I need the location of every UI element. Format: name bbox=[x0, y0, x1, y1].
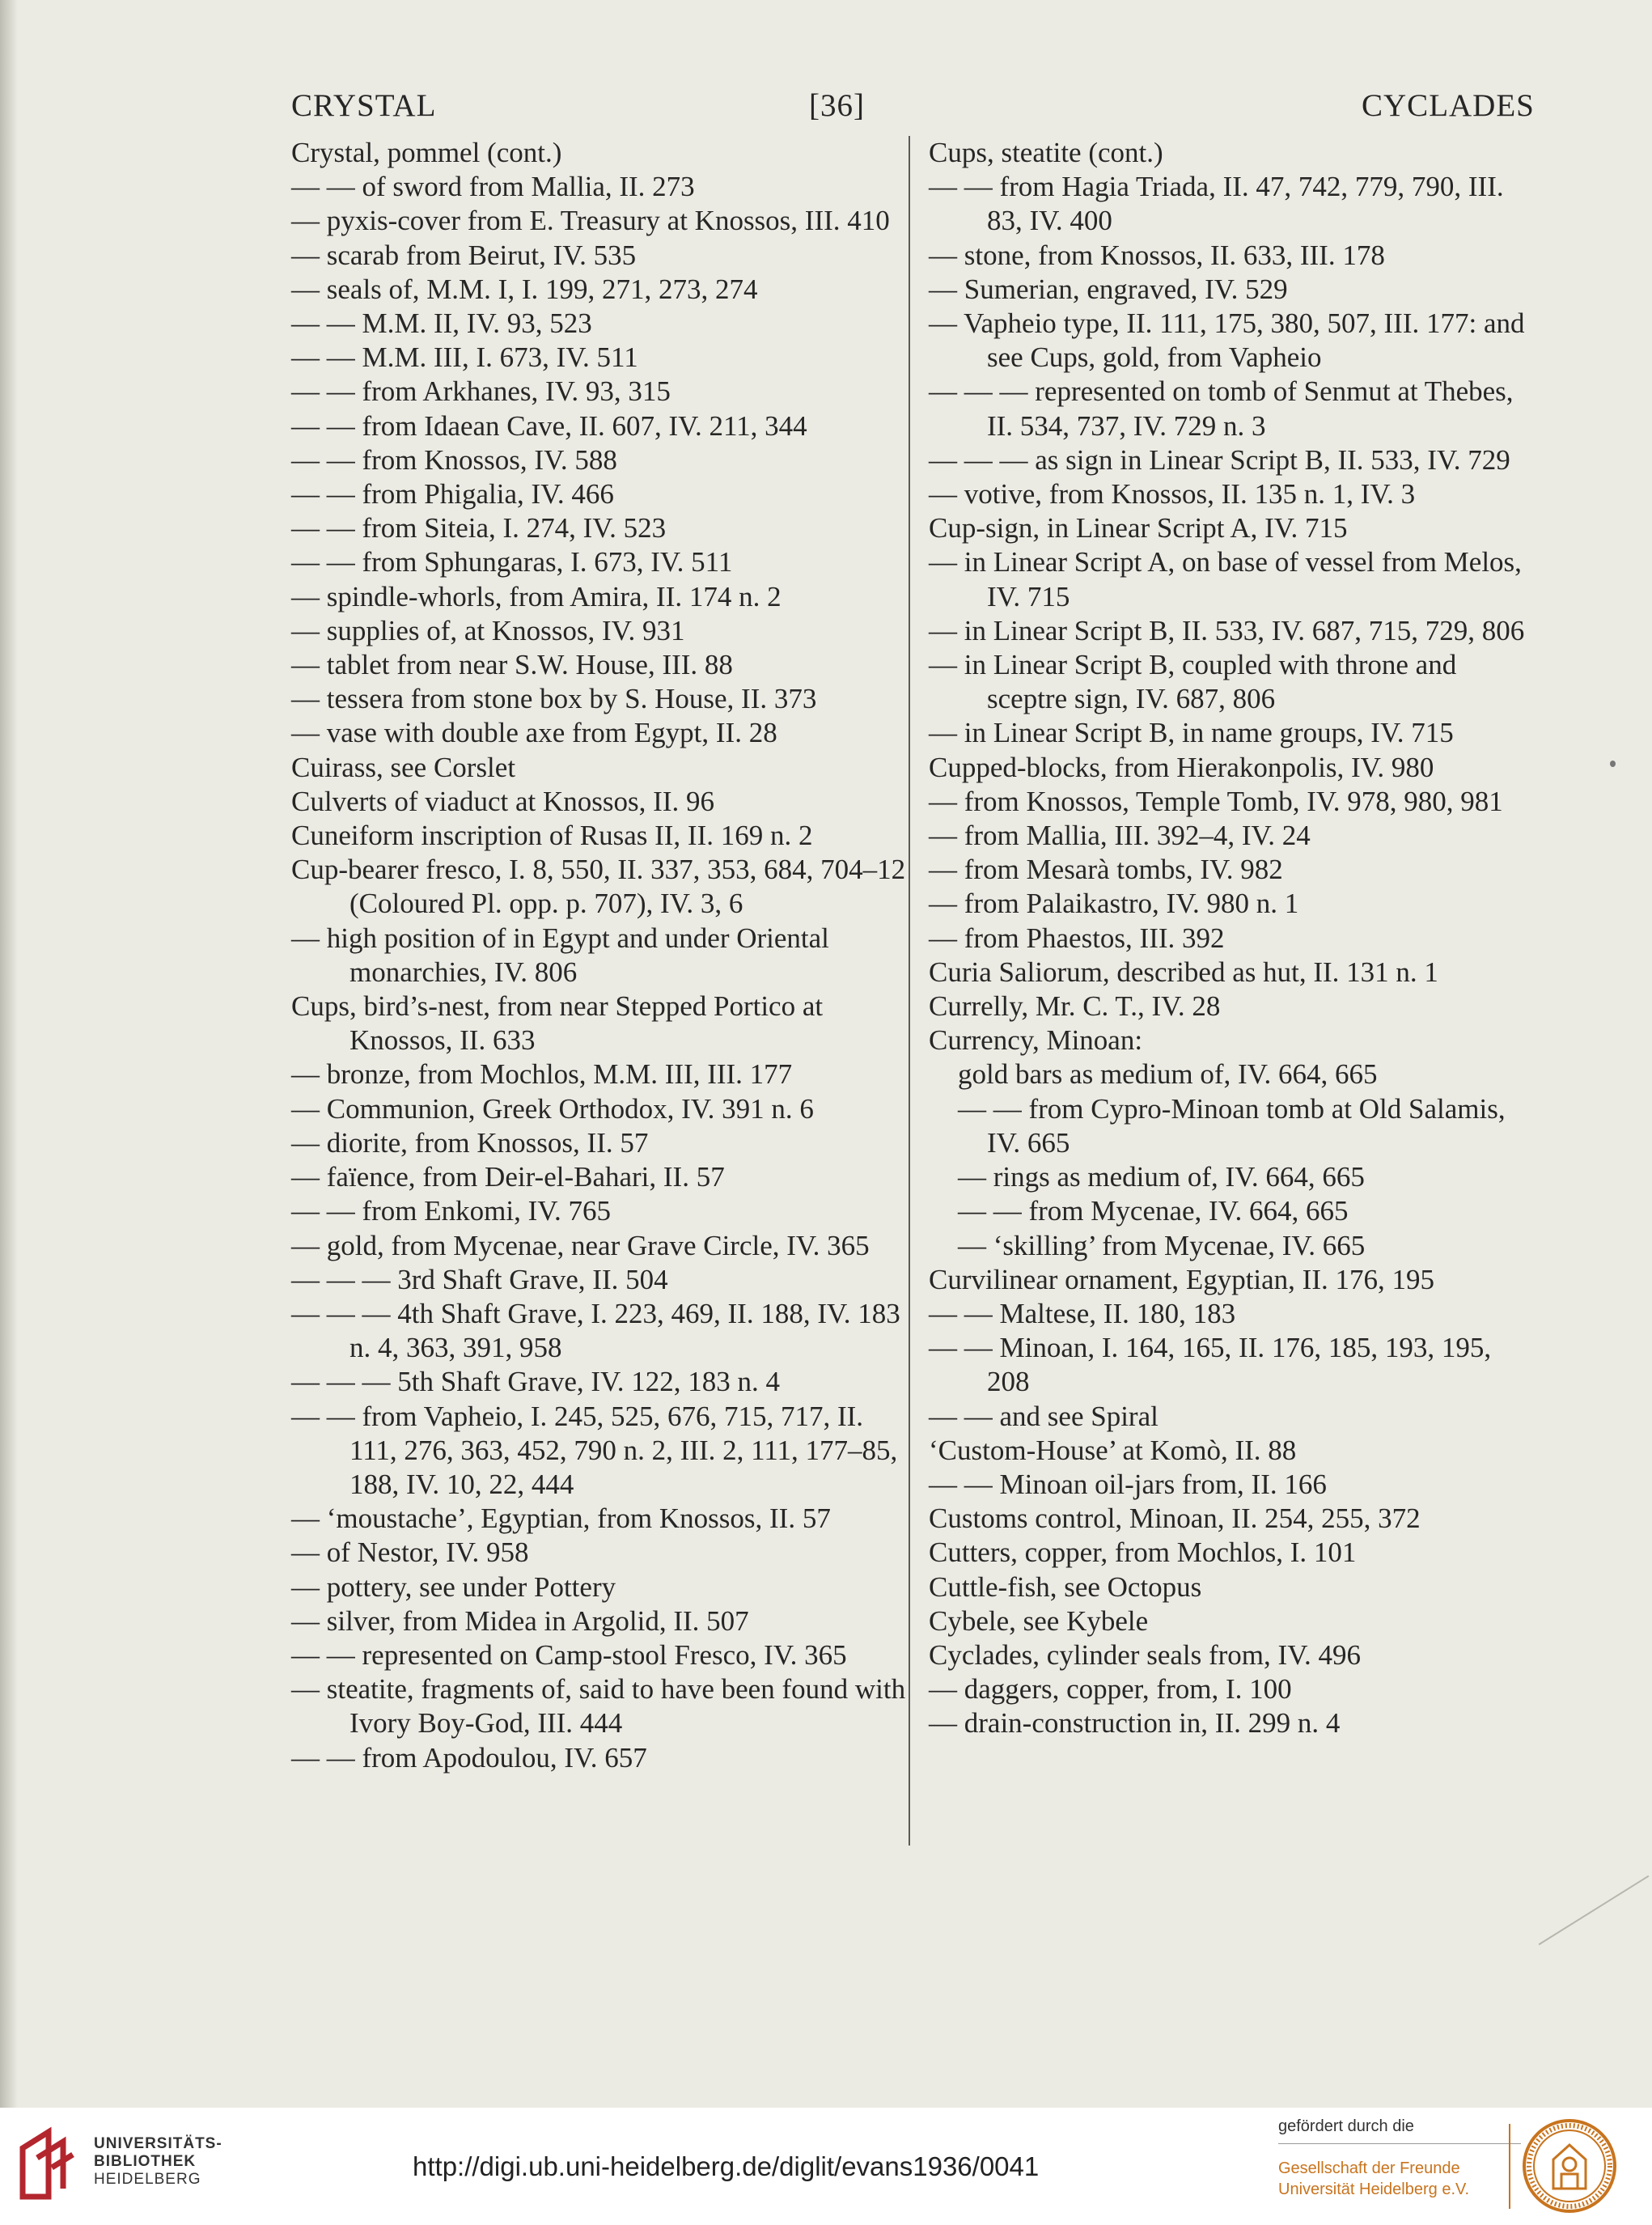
index-entry: — — from Hagia Triada, II. 47, 742, 779, 790, III. 83, IV. 400 bbox=[929, 171, 1504, 237]
sponsor-name-line1: Gesellschaft der Freunde bbox=[1278, 2159, 1460, 2177]
index-entry: — — — as sign in Linear Script B, II. 533, IV. 729 bbox=[929, 443, 1510, 476]
sponsor-divider bbox=[1509, 2124, 1510, 2209]
index-entry: — — from Arkhanes, IV. 93, 315 bbox=[291, 375, 671, 408]
index-entry: — — of sword from Mallia, II. 273 bbox=[291, 171, 695, 203]
index-entry: — — — 3rd Shaft Grave, II. 504 bbox=[291, 1263, 668, 1295]
index-entry: — votive, from Knossos, II. 135 n. 1, IV. 3 bbox=[929, 478, 1416, 511]
index-entry: — from Palaikastro, IV. 980 n. 1 bbox=[929, 888, 1299, 920]
index-entry: — — from Cypro-Minoan tomb at Old Salamis, IV. 665 bbox=[958, 1092, 1506, 1159]
library-name-line3: HEIDELBERG bbox=[94, 2171, 201, 2188]
index-entry: — drain-construction in, II. 299 n. 4 bbox=[929, 1707, 1341, 1740]
index-entry: — — Maltese, II. 180, 183 bbox=[929, 1297, 1236, 1329]
index-entry: Customs control, Minoan, II. 254, 255, 372 bbox=[929, 1502, 1421, 1535]
index-entry: — — represented on Camp-stool Fresco, IV. 365 bbox=[291, 1638, 847, 1671]
index-entry: — faïence, from Deir-el-Bahari, II. 57 bbox=[291, 1161, 725, 1193]
running-head-left: CRYSTAL bbox=[291, 88, 437, 123]
index-entry: — — from Apodoulou, IV. 657 bbox=[291, 1741, 647, 1774]
index-entry: gold bars as medium of, IV. 664, 665 bbox=[958, 1058, 1378, 1091]
index-entry: — tablet from near S.W. House, III. 88 bbox=[291, 649, 733, 681]
source-url-link[interactable]: http://digi.ub.uni-heidelberg.de/diglit/evans1936/0041 bbox=[413, 2151, 1040, 2181]
index-entry: — ‘moustache’, Egyptian, from Knossos, II. 57 bbox=[291, 1502, 831, 1535]
index-entry: — bronze, from Mochlos, M.M. III, III. 177 bbox=[291, 1058, 793, 1091]
index-entry: — daggers, copper, from, I. 100 bbox=[929, 1673, 1292, 1706]
index-entry: Curvilinear ornament, Egyptian, II. 176, 195 bbox=[929, 1263, 1434, 1295]
index-entry: — seals of, M.M. I, I. 199, 271, 273, 274 bbox=[291, 273, 758, 305]
index-entry: — — and see Spiral bbox=[929, 1400, 1159, 1432]
index-entry: — — M.M. III, I. 673, IV. 511 bbox=[291, 341, 638, 374]
index-entry: — diorite, from Knossos, II. 57 bbox=[291, 1126, 649, 1159]
funded-by-rule bbox=[1278, 2143, 1521, 2144]
index-entry: Cuttle-fish, see Octopus bbox=[929, 1570, 1202, 1603]
page-number: [36] bbox=[809, 88, 865, 123]
library-name-line2: BIBLIOTHEK bbox=[94, 2153, 197, 2170]
index-entry: — silver, from Midea in Argolid, II. 507 bbox=[291, 1604, 749, 1637]
index-entry: Cutters, copper, from Mochlos, I. 101 bbox=[929, 1536, 1357, 1569]
library-logo-icon[interactable] bbox=[16, 2125, 78, 2203]
index-entry: Cups, bird’s-nest, from near Stepped Portico at Knossos, II. 633 bbox=[291, 990, 824, 1057]
index-entry: — high position of in Egypt and under Oriental monarchies, IV. 806 bbox=[291, 922, 829, 988]
sponsor-name-line2: Universität Heidelberg e.V. bbox=[1278, 2180, 1470, 2198]
index-entry: Cupped-blocks, from Hierakonpolis, IV. 980 bbox=[929, 751, 1434, 783]
index-entry: Cuirass, see Corslet bbox=[291, 751, 516, 783]
index-entry: — — from Sphungaras, I. 673, IV. 511 bbox=[291, 546, 733, 578]
index-entry: Cyclades, cylinder seals from, IV. 496 bbox=[929, 1638, 1361, 1671]
column-divider bbox=[909, 136, 910, 1846]
index-entry: — — — 4th Shaft Grave, I. 223, 469, II. 188, IV. 183 n. 4, 363, 391, 958 bbox=[291, 1297, 900, 1364]
page-edge-shadow bbox=[0, 0, 18, 2108]
index-entry: — from Mallia, III. 392–4, IV. 24 bbox=[929, 820, 1311, 852]
index-entry: — pyxis-cover from E. Treasury at Knossos, III. 410 bbox=[291, 205, 890, 237]
running-head-right: CYCLADES bbox=[1362, 88, 1535, 123]
index-entry: Cuneiform inscription of Rusas II, II. 169 n. 2 bbox=[291, 820, 813, 852]
index-entry: — pottery, see under Pottery bbox=[291, 1570, 616, 1603]
index-entry: — scarab from Beirut, IV. 535 bbox=[291, 239, 637, 271]
index-entry: — spindle-whorls, from Amira, II. 174 n. 2 bbox=[291, 580, 782, 612]
index-entry: — — from Idaean Cave, II. 607, IV. 211, 344 bbox=[291, 409, 807, 442]
index-entry: — in Linear Script A, on base of vessel from Melos, IV. 715 bbox=[929, 546, 1522, 612]
index-column-left bbox=[291, 136, 906, 1775]
index-entry: — vase with double axe from Egypt, II. 28 bbox=[291, 717, 777, 749]
digitization-footer bbox=[0, 2108, 1652, 2225]
index-entry: — from Phaestos, III. 392 bbox=[929, 922, 1225, 954]
index-entry: ‘Custom-House’ at Komò, II. 88 bbox=[929, 1434, 1297, 1466]
index-entry: Culverts of viaduct at Knossos, II. 96 bbox=[291, 785, 714, 817]
index-entry: — — M.M. II, IV. 93, 523 bbox=[291, 307, 592, 340]
index-entry: — rings as medium of, IV. 664, 665 bbox=[958, 1161, 1365, 1193]
index-entry: — — Minoan oil-jars from, II. 166 bbox=[929, 1468, 1327, 1500]
index-entry: Crystal, pommel (cont.) bbox=[291, 137, 562, 168]
index-entry: Curia Saliorum, described as hut, II. 131 n. 1 bbox=[929, 956, 1438, 988]
index-entry: — Sumerian, engraved, IV. 529 bbox=[929, 273, 1288, 305]
index-entry: — — — represented on tomb of Senmut at Thebes, II. 534, 737, IV. 729 n. 3 bbox=[929, 375, 1514, 442]
index-entry: — Vapheio type, II. 111, 175, 380, 507, III. 177: and see Cups, gold, from Vapheio bbox=[929, 307, 1525, 374]
index-entry: Cup-bearer fresco, I. 8, 550, II. 337, 353, 684, 704–12 (Coloured Pl. opp. p. 707), IV. 3, 6 bbox=[291, 854, 906, 920]
index-entry: — steatite, fragments of, said to have been found with Ivory Boy-God, III. 444 bbox=[291, 1673, 906, 1740]
index-entry: Cups, steatite (cont.) bbox=[929, 137, 1163, 168]
library-name-line1: UNIVERSITÄTS- bbox=[94, 2135, 222, 2152]
index-entry: — — from Vapheio, I. 245, 525, 676, 715, 717, II. 111, 276, 363, 452, 790 n. 2, III. 2, 111, 177–85, 188, IV. 10, 22, 444 bbox=[291, 1400, 898, 1500]
index-entry: — stone, from Knossos, II. 633, III. 178 bbox=[929, 239, 1385, 271]
index-entry: — — from Mycenae, IV. 664, 665 bbox=[958, 1195, 1349, 1227]
index-entry: Currency, Minoan: bbox=[929, 1024, 1143, 1057]
index-entry: Cup-sign, in Linear Script A, IV. 715 bbox=[929, 512, 1348, 545]
index-entry: — — from Knossos, IV. 588 bbox=[291, 443, 617, 476]
index-entry: — from Knossos, Temple Tomb, IV. 978, 980, 981 bbox=[929, 785, 1503, 817]
index-entry: — of Nestor, IV. 958 bbox=[291, 1536, 529, 1569]
ink-speck bbox=[1610, 761, 1616, 767]
index-entry: — — — 5th Shaft Grave, IV. 122, 183 n. 4 bbox=[291, 1366, 781, 1398]
index-entry: — ‘skilling’ from Mycenae, IV. 665 bbox=[958, 1229, 1366, 1261]
funded-by-label: gefördert durch die bbox=[1278, 2117, 1414, 2135]
university-seal-icon[interactable] bbox=[1521, 2117, 1618, 2214]
index-entry: Cybele, see Kybele bbox=[929, 1604, 1149, 1637]
index-entry: — in Linear Script B, II. 533, IV. 687, 715, 729, 806 bbox=[929, 614, 1525, 646]
index-entry: — supplies of, at Knossos, IV. 931 bbox=[291, 614, 685, 646]
index-entry: — in Linear Script B, in name groups, IV. 715 bbox=[929, 717, 1454, 749]
index-entry: — gold, from Mycenae, near Grave Circle, IV. 365 bbox=[291, 1229, 870, 1261]
index-entry: — from Mesarà tombs, IV. 982 bbox=[929, 854, 1283, 886]
index-entry: — — Minoan, I. 164, 165, II. 176, 185, 193, 195, 208 bbox=[929, 1332, 1492, 1398]
index-entry: — in Linear Script B, coupled with throne and sceptre sign, IV. 687, 806 bbox=[929, 649, 1457, 715]
index-entry: — — from Enkomi, IV. 765 bbox=[291, 1195, 612, 1227]
index-entry: Currelly, Mr. C. T., IV. 28 bbox=[929, 990, 1221, 1023]
paper-crease bbox=[1539, 1875, 1650, 1945]
index-entry: — — from Siteia, I. 274, IV. 523 bbox=[291, 512, 667, 545]
index-entry: — Communion, Greek Orthodox, IV. 391 n. 6 bbox=[291, 1092, 814, 1125]
index-entry: — tessera from stone box by S. House, II. 373 bbox=[291, 683, 817, 715]
index-column-right bbox=[929, 136, 1536, 1741]
index-entry: — — from Phigalia, IV. 466 bbox=[291, 478, 614, 511]
